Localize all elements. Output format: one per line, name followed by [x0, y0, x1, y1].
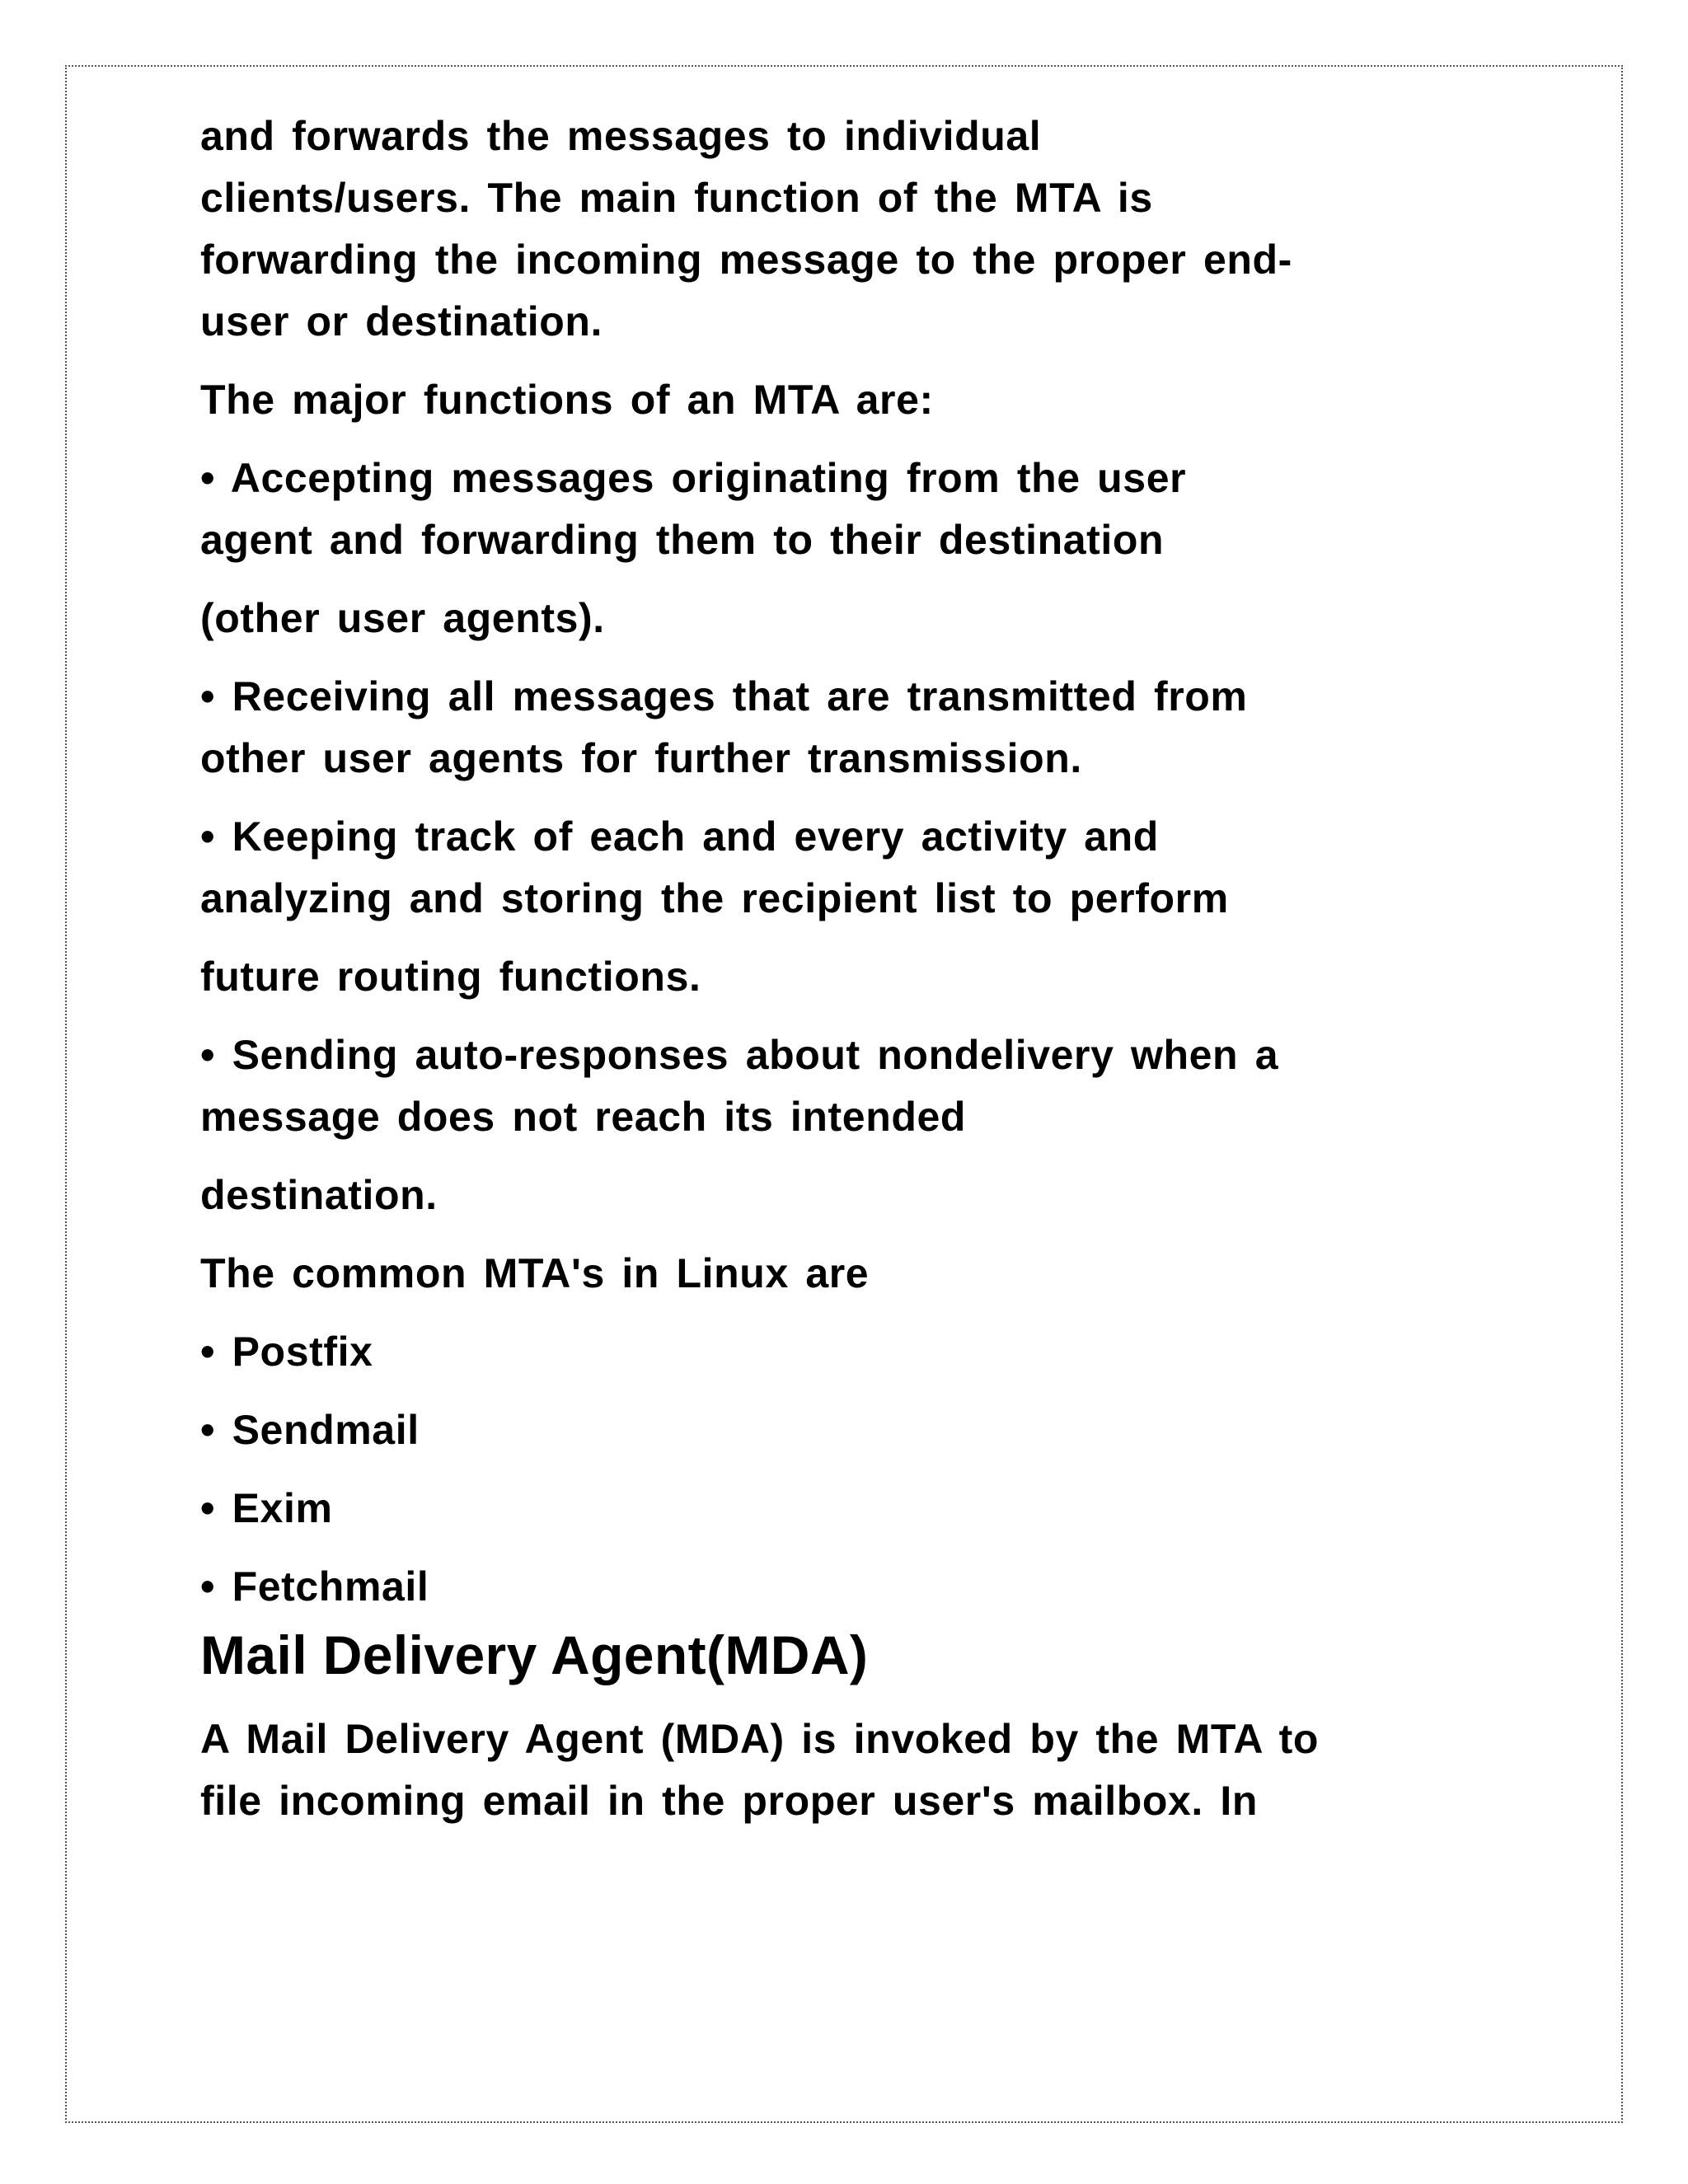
text-line: file incoming email in the proper user's mailbox. In — [200, 1778, 1259, 1824]
text-line: • Sending auto-responses about nondelivery when a — [200, 1032, 1279, 1078]
function-item-3 — [200, 806, 1552, 930]
mda-paragraph — [200, 1708, 1552, 1832]
text-line: and forwards the messages to individual — [200, 113, 1042, 159]
intro-paragraph — [200, 105, 1552, 353]
function-item-1-tail: (other user agents). — [200, 595, 605, 641]
text-line: other user agents for further transmission. — [200, 735, 1082, 781]
text-line: • Keeping track of each and every activity and — [200, 813, 1159, 860]
text-line: • Accepting messages originating from the user — [200, 455, 1187, 501]
function-item-4 — [200, 1024, 1552, 1148]
document-body — [200, 105, 1552, 1832]
text-line: forwarding the incoming message to the proper end- — [200, 237, 1292, 283]
functions-intro: The major functions of an MTA are: — [200, 377, 934, 423]
mta-list-item: • Fetchmail — [200, 1563, 429, 1610]
mta-list-item: • Exim — [200, 1485, 333, 1531]
text-line: user or destination. — [200, 298, 603, 344]
text-line: • Receiving all messages that are transmitted from — [200, 673, 1248, 719]
function-item-3-tail: future routing functions. — [200, 954, 701, 1000]
function-item-2 — [200, 666, 1552, 790]
text-line: agent and forwarding them to their destination — [200, 517, 1165, 563]
mta-list-item: • Postfix — [200, 1329, 373, 1375]
function-item-4-tail: destination. — [200, 1172, 438, 1218]
text-line: A Mail Delivery Agent (MDA) is invoked by the MTA to — [200, 1716, 1320, 1762]
function-item-1 — [200, 448, 1552, 571]
text-line: message does not reach its intended — [200, 1094, 967, 1140]
common-mtas-intro: The common MTA's in Linux are — [200, 1250, 870, 1296]
text-line: analyzing and storing the recipient list to perform — [200, 875, 1229, 921]
text-line: clients/users. The main function of the MTA is — [200, 175, 1153, 221]
mta-list-item: • Sendmail — [200, 1407, 420, 1453]
section-heading: Mail Delivery Agent(MDA) — [200, 1624, 869, 1685]
